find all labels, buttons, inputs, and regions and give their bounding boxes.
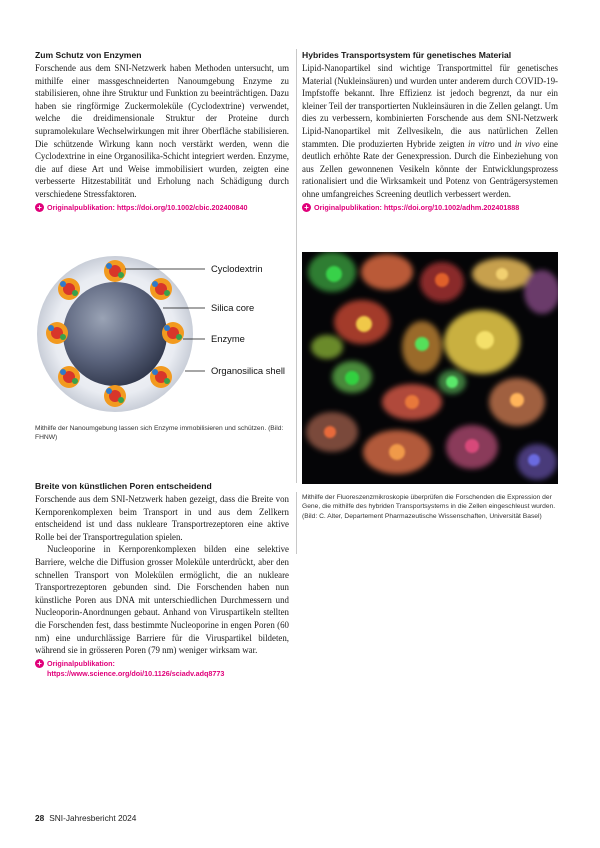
article-paragraph: Forschende aus dem SNI-Netzwerk haben gezeigt, dass die Breite von Kernporenkomplexen beim Transport in und aus dem Zellkern entscheidend ist und dass nukleare Transportrezeptoren eine aktive Rolle bei der Transportregulation spielen. [35, 494, 289, 542]
article-body: Forschende aus dem SNI-Netzwerk haben Methoden untersucht, um mithilfe einer massgeschneiderten Nanoumgebung Enzyme zu stabilisieren, ohne ihre Struktur und Funktion zu beeinträchtigen. Dazu haben sie ringförmige Zuckermoleküle (Cyclodextrine) verwendet, welche die dreidimensionale Struktur der Proteine durch supramolekulare Wechselwirkungen mit ihrer Oberfläche stabilisieren. Die schützende Wirkung kann noch verstärkt werden, wenn die Cyclodextrine in eine Organosilika-Schicht integriert werden. Enzyme, die auf diese Art und Weise immobilisiert wurden, zeigten eine verbesserte Hitzestabilität und Erholung nach Schädigung durch verschiedene Stressfaktoren. [35, 63, 289, 199]
publication-name: SNI-Jahresbericht 2024 [49, 813, 137, 823]
publication-link-text[interactable]: Originalpublikation: https://www.science.org/doi/10.1126/sciadv.adq8773 [47, 658, 225, 678]
label-enzyme: Enzyme [211, 333, 245, 344]
fluorescence-micrograph [302, 252, 558, 484]
article-hybrid-transport [302, 49, 558, 213]
silica-core-shape [63, 282, 167, 386]
article-paragraph: Nucleoporine in Kernporenkomplexen bilden eine selektive Barriere, welche die Diffusion grosser Moleküle unterdrückt, aber den schnellen Transport von Molekülen ermöglicht, die an nukleare Transportrezeptoren gebunden sind. Die Forschenden haben nun künstliche Poren aus DNA mit unterschiedlichen Durchmessern und Nucleoporin-Anordnungen gebaut. Anhand von Viruspartikeln stellten die Forschenden fest, dass bestimmte Nucleoporine in engen Poren (60 nm) eine undurchlässige Barriere für die Viruspartikel bildeten, während sie in grösseren Poren (79 nm) weniger wirksam war. [35, 544, 289, 656]
cell-shapes [306, 252, 558, 480]
diagram-caption: Mithilfe der Nanoumgebung lassen sich Enzyme immobilisieren und schützen. (Bild: FHNW) [35, 425, 284, 442]
article-body: Lipid-Nanopartikel sind wichtige Transportmittel für genetisches Material (Nukleinsäuren) und wurden unter anderem durch COVID-19-Impfstoffe bekannt. Ihre Effizienz ist jedoch begrenzt, da nur ein kleiner Teil der transportierten Nukleinsäuren in die Zellen gelangt. Um dies zu verbessern, kombinierten Forschende aus dem SNI-Netzwerk Lipid-Nanopartikel mit Zellvesikeln, die aus natürlichen Zellen stammten. Die produzierten Hybride zeigten in vitro und in vivo eine deutlich erhöhte Rate der Genexpression. Durch die Einbeziehung von aus Zellen gewonnenen Vesikeln könnte der Entwicklungsprozess rationalisiert und die Wirksamkeit und Potenz von Genträgersystemen ohne umfangreiches Screening deutlich verbessert werden. [302, 63, 558, 199]
publication-link[interactable] [35, 203, 289, 213]
article-heading: Hybrides Transportsystem für genetisches Material [302, 50, 512, 60]
nanoparticle-diagram-svg [35, 253, 289, 415]
label-cyclodextrin: Cyclodextrin [211, 263, 263, 274]
publication-link[interactable] [302, 203, 558, 213]
plus-icon: + [35, 203, 44, 212]
label-silica-core: Silica core [211, 302, 255, 313]
micrograph-caption: Mithilfe der Fluoreszenzmikroskopie überprüfen die Forschenden die Expression der Gene, die mithilfe des hybriden Transportsystems in die Zellen eingeschleust wurden. (Bild: C. Alter, Departement Pharmazeutische Wissenschaften, Universität Basel) [302, 494, 556, 520]
page-footer [35, 813, 136, 823]
column-divider [296, 492, 297, 554]
publication-link-text[interactable]: Originalpublikation: https://doi.org/10.1002/cbic.202400840 [47, 202, 248, 212]
micrograph-svg [302, 252, 558, 484]
article-heading: Breite von künstlichen Poren entscheidend [35, 481, 212, 491]
publication-link-text[interactable]: Originalpublikation: https://doi.org/10.1002/adhm.202401888 [314, 202, 520, 212]
article-enzymes [35, 49, 289, 213]
publication-link[interactable] [35, 659, 289, 679]
article-heading: Zum Schutz von Enzymen [35, 50, 142, 60]
nanoparticle-diagram [35, 253, 289, 415]
left-column [35, 49, 289, 213]
label-organosilica-shell: Organosilica shell [211, 365, 285, 376]
page-number: 28 [35, 813, 45, 823]
column-divider [296, 49, 297, 483]
plus-icon: + [302, 203, 311, 212]
diagram-caption-block [35, 424, 289, 443]
plus-icon: + [35, 659, 44, 668]
micrograph-caption-block [302, 493, 558, 521]
article-pores [35, 480, 289, 679]
